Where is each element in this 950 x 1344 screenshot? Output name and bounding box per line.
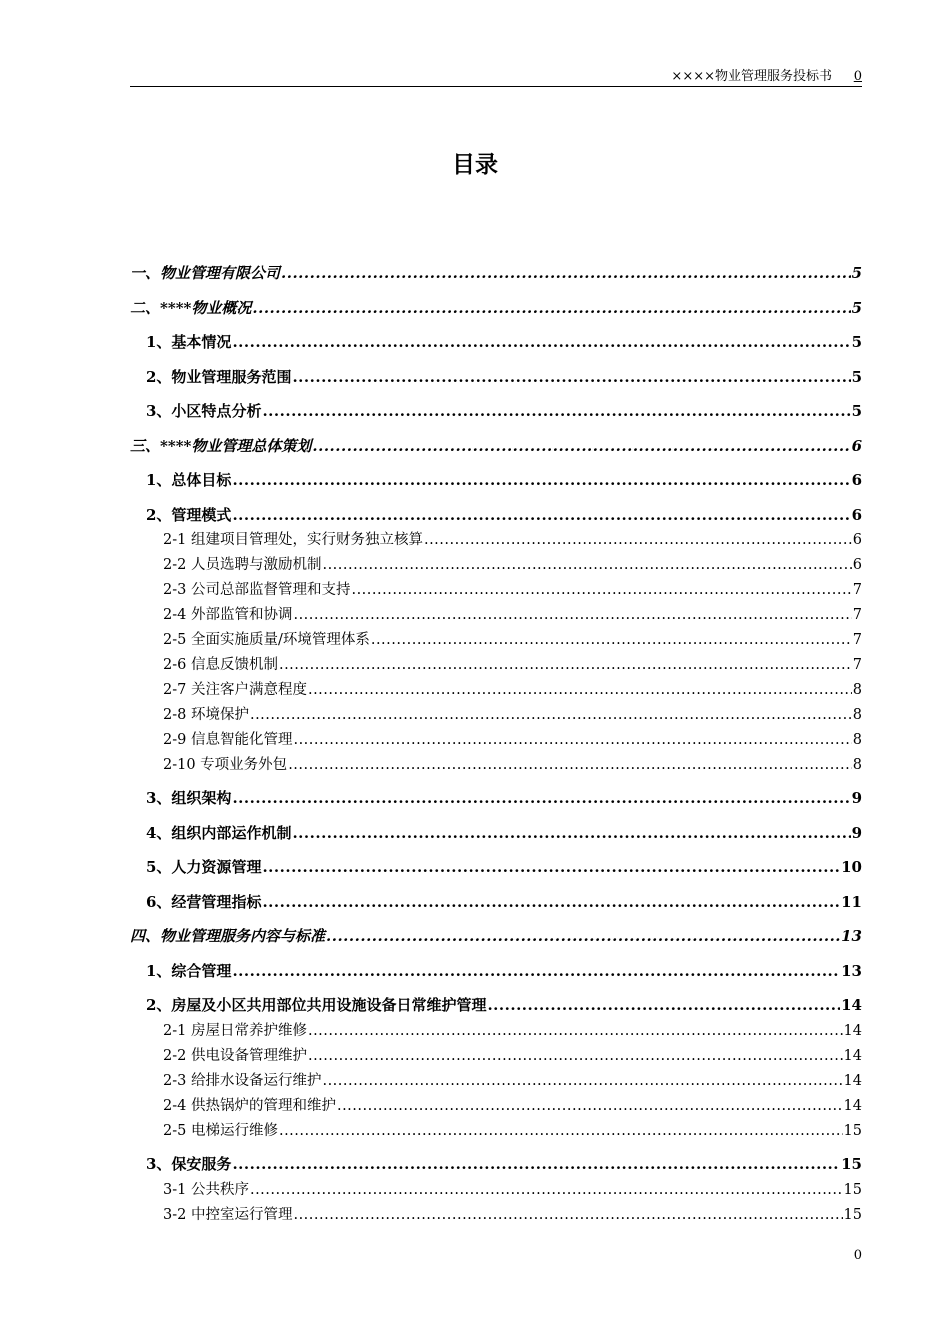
- toc-dot-leader: [351, 582, 851, 598]
- toc-dot-leader: [322, 1073, 842, 1089]
- toc-entry-page: 14: [843, 1073, 862, 1089]
- toc-entry[interactable]: [130, 262, 862, 283]
- toc-entry-title: 4、组织内部运作机制: [146, 824, 292, 842]
- toc-entry-page: 7: [852, 657, 862, 673]
- toc-dot-leader: [293, 607, 851, 623]
- toc-dot-leader: [250, 1182, 843, 1198]
- toc-entry-title: 3、组织架构: [146, 789, 232, 807]
- toc-dot-leader: [288, 757, 852, 773]
- toc-entry[interactable]: [146, 787, 862, 808]
- toc-entry-page: 10: [841, 858, 862, 876]
- toc-dot-leader: [424, 532, 852, 548]
- toc-dot-leader: [293, 732, 851, 748]
- toc-entry[interactable]: [130, 925, 862, 946]
- toc-entry-title: 3、小区特点分析: [146, 402, 262, 420]
- toc-dot-leader: [232, 962, 840, 980]
- toc-entry-page: 5: [851, 368, 862, 386]
- toc-entry-title: 3、保安服务: [146, 1155, 232, 1173]
- toc-entry[interactable]: [163, 1069, 862, 1090]
- toc-entry[interactable]: [163, 1178, 862, 1199]
- toc-entry-title: 2-4 供热锅炉的管理和维护: [163, 1098, 336, 1114]
- toc-dot-leader: [281, 264, 851, 282]
- toc-entry-title: 四、物业管理服务内容与标准: [130, 927, 326, 945]
- toc-entry-page: 14: [841, 996, 862, 1014]
- toc-entry[interactable]: [146, 960, 862, 981]
- toc-entry-page: 11: [841, 893, 862, 911]
- toc-entry-page: 8: [852, 757, 862, 773]
- toc-entry[interactable]: [163, 678, 862, 699]
- toc-entry-title: 2、房屋及小区共用部位共用设施设备日常维护管理: [146, 996, 487, 1014]
- toc-entry-title: 2-7 关注客户满意程度: [163, 682, 307, 698]
- toc-entry[interactable]: [130, 297, 862, 318]
- toc-dot-leader: [262, 893, 840, 911]
- footer-page-number: 0: [853, 1248, 862, 1263]
- toc-entry[interactable]: [163, 653, 862, 674]
- toc-entry-title: 3-1 公共秩序: [163, 1182, 249, 1198]
- toc-entry-page: 7: [852, 632, 862, 648]
- toc-entry-title: 2、物业管理服务范围: [146, 368, 292, 386]
- toc-entry[interactable]: [163, 1094, 862, 1115]
- toc-entry-title: 二、****物业概况: [130, 299, 252, 317]
- toc-entry-page: 14: [843, 1048, 862, 1064]
- header-title: ××××物业管理服务投标书: [671, 69, 832, 84]
- toc-entry-page: 8: [852, 732, 862, 748]
- toc-entry[interactable]: [163, 553, 862, 574]
- toc-entry[interactable]: [146, 331, 862, 352]
- toc-entry[interactable]: [146, 366, 862, 387]
- toc-dot-leader: [262, 858, 840, 876]
- toc-entry-title: 2-10 专项业务外包: [163, 757, 288, 773]
- toc-entry-page: 14: [843, 1098, 862, 1114]
- toc-dot-leader: [232, 789, 850, 807]
- toc-entry-title: 2-1 房屋日常养护维修: [163, 1023, 307, 1039]
- toc-entry-page: 5: [851, 264, 862, 282]
- toc-entry-page: 7: [852, 582, 862, 598]
- toc-entry-page: 15: [843, 1207, 862, 1223]
- toc-entry[interactable]: [146, 994, 862, 1015]
- toc-entry-title: 2-8 环境保护: [163, 707, 249, 723]
- toc-dot-leader: [292, 368, 850, 386]
- toc-dot-leader: [312, 437, 850, 455]
- header-page-number: 0: [853, 69, 862, 84]
- toc-entry-title: 6、经营管理指标: [146, 893, 262, 911]
- toc-entry-title: 1、基本情况: [146, 333, 232, 351]
- toc-entry[interactable]: [163, 753, 862, 774]
- toc-entry-page: 8: [852, 707, 862, 723]
- toc-entry-page: 5: [851, 402, 862, 420]
- toc-entry[interactable]: [163, 703, 862, 724]
- toc-dot-leader: [232, 333, 850, 351]
- toc-entry-title: 2、管理模式: [146, 506, 232, 524]
- toc-entry-page: 15: [843, 1123, 862, 1139]
- toc-entry-title: 2-2 供电设备管理维护: [163, 1048, 307, 1064]
- toc-dot-leader: [262, 402, 850, 420]
- toc-entry[interactable]: [163, 528, 862, 549]
- toc-entry-title: 5、人力资源管理: [146, 858, 262, 876]
- toc-entry[interactable]: [163, 603, 862, 624]
- page-title: 目录: [452, 152, 498, 178]
- toc-entry-title: 2-6 信息反馈机制: [163, 657, 278, 673]
- toc-entry[interactable]: [146, 400, 862, 421]
- toc-entry[interactable]: [146, 1153, 862, 1174]
- toc-entry-title: 3-2 中控室运行管理: [163, 1207, 293, 1223]
- toc-entry[interactable]: [163, 628, 862, 649]
- toc-entry-page: 6: [851, 471, 862, 489]
- toc-dot-leader: [487, 996, 840, 1014]
- toc-dot-leader: [232, 506, 850, 524]
- toc-entry[interactable]: [163, 728, 862, 749]
- toc-entry-page: 6: [852, 557, 862, 573]
- toc-entry-page: 14: [843, 1023, 862, 1039]
- toc-entry[interactable]: [163, 1119, 862, 1140]
- toc-entry-title: 2-3 给排水设备运行维护: [163, 1073, 322, 1089]
- toc-entry-title: 一、物业管理有限公司: [130, 264, 281, 282]
- toc-dot-leader: [232, 1155, 840, 1173]
- toc-entry-title: 2-1 组建项目管理处，实行财务独立核算: [163, 532, 423, 548]
- toc-entry-page: 15: [843, 1182, 862, 1198]
- toc-entry-title: 2-3 公司总部监督管理和支持: [163, 582, 351, 598]
- toc-entry-title: 1、综合管理: [146, 962, 232, 980]
- toc-entry-page: 6: [852, 532, 862, 548]
- toc-dot-leader: [322, 557, 851, 573]
- toc-entry-title: 2-2 人员选聘与激励机制: [163, 557, 322, 573]
- toc-entry-page: 5: [851, 299, 862, 317]
- toc-dot-leader: [371, 632, 852, 648]
- toc-entry[interactable]: [146, 504, 862, 525]
- toc-entry-page: 7: [852, 607, 862, 623]
- toc-entry[interactable]: [163, 1203, 862, 1224]
- toc-entry[interactable]: [146, 856, 862, 877]
- toc-entry-page: 6: [851, 437, 862, 455]
- toc-dot-leader: [232, 471, 850, 489]
- toc-dot-leader: [308, 682, 852, 698]
- toc-entry-page: 13: [841, 927, 862, 945]
- toc-entry-title: 2-9 信息智能化管理: [163, 732, 293, 748]
- toc-entry-title: 1、总体目标: [146, 471, 232, 489]
- toc-dot-leader: [292, 824, 850, 842]
- toc-entry[interactable]: [163, 1019, 862, 1040]
- toc-dot-leader: [337, 1098, 843, 1114]
- toc-dot-leader: [326, 927, 840, 945]
- toc-entry-title: 2-5 电梯运行维修: [163, 1123, 278, 1139]
- toc-entry-page: 9: [851, 789, 862, 807]
- toc-entry-page: 13: [841, 962, 862, 980]
- toc-dot-leader: [308, 1048, 843, 1064]
- toc-entry[interactable]: [163, 1044, 862, 1065]
- toc-entry[interactable]: [130, 435, 862, 456]
- toc-dot-leader: [293, 1207, 842, 1223]
- toc-entry[interactable]: [163, 578, 862, 599]
- toc-entry[interactable]: [146, 822, 862, 843]
- toc-entry-page: 5: [851, 333, 862, 351]
- toc-entry-page: 9: [851, 824, 862, 842]
- toc-entry-title: 三、****物业管理总体策划: [130, 437, 312, 455]
- toc-entry[interactable]: [146, 469, 862, 490]
- toc-entry-title: 2-4 外部监管和协调: [163, 607, 293, 623]
- toc-dot-leader: [279, 1123, 843, 1139]
- toc-entry-page: 15: [841, 1155, 862, 1173]
- toc-dot-leader: [279, 657, 852, 673]
- toc-entry-title: 2-5 全面实施质量/环境管理体系: [163, 632, 370, 648]
- toc-entry-page: 8: [852, 682, 862, 698]
- toc-dot-leader: [250, 707, 852, 723]
- toc-entry[interactable]: [146, 891, 862, 912]
- toc-dot-leader: [308, 1023, 843, 1039]
- toc-dot-leader: [252, 299, 850, 317]
- toc-entry-page: 6: [851, 506, 862, 524]
